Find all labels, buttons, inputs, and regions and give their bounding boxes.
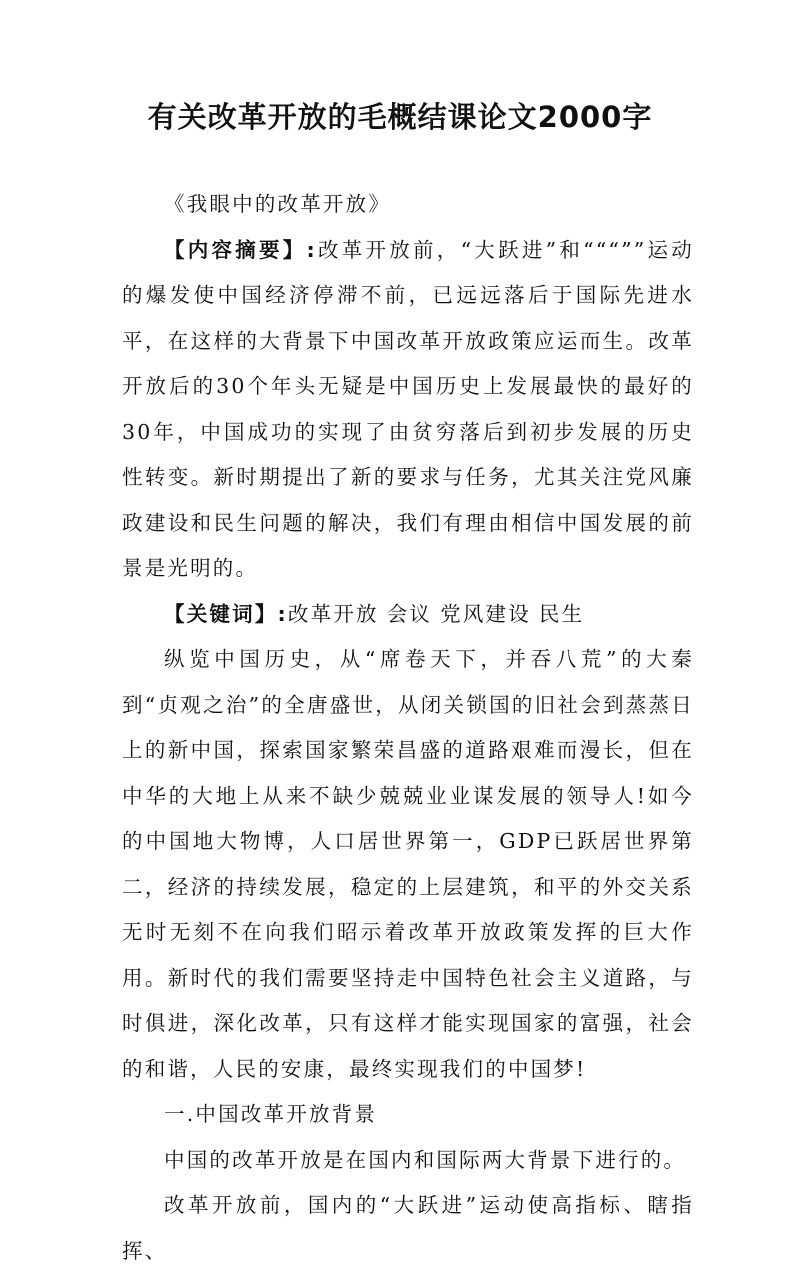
abstract-paragraph [122, 228, 694, 592]
keyword-item: 党风建设 [440, 601, 531, 626]
document-title: 有关改革开放的毛概结课论文2000字 [147, 100, 653, 134]
body-paragraph: 中国的改革开放是在国内和国际两大背景下进行的。 [164, 1147, 687, 1172]
section-heading: 一.中国改革开放背景 [164, 1102, 378, 1126]
abstract-label: 【内容摘要】: [164, 237, 317, 262]
keyword-item: 会议 [386, 601, 433, 626]
keyword-item: 民生 [538, 601, 585, 626]
intro-paragraph: 纵览中国历史，从“席卷天下，并吞八荒”的大秦到“贞观之治”的全唐盛世，从闭关锁国的旧社会到蒸蒸日上的新中国，探索国家繁荣昌盛的道路艰难而漫长，但在中华的大地上从来不缺少兢兢业业谋发展的领导人!如今的中国地大物博，人口居世界第一，GDP已跃居世界第二，经济的持续发展，稳定的上层建筑，和平的外交关系无时无刻不在向我们昭示着改革开放政策发挥的巨大作用。新时代的我们需要坚持走中国特色社会主义道路，与时俱进，深化改革，只有这样才能实现国家的富强，社会的和谐，人民的安康，最终实现我们的中国梦! [122, 647, 694, 1081]
body-paragraph: 改革开放前，国内的“大跃进”运动使高指标、瞎指挥、 [122, 1193, 694, 1263]
essay-subtitle: 《我眼中的改革开放》 [164, 192, 392, 216]
document-body [122, 182, 694, 1274]
keywords-label: 【关键词】: [164, 601, 288, 626]
keyword-item: 改革开放 [287, 601, 379, 626]
abstract-text: 改革开放前，“大跃进”和“““””运动的爆发使中国经济停滞不前，已远远落后于国际先进水平，在这样的大背景下中国改革开放政策应运而生。改革开放后的30个年头无疑是中国历史上发展最快的最好的30年，中国成功的实现了由贫穷落后到初步发展的历史性转变。新时期提出了新的要求与任务，尤其关注党风廉政建设和民生问题的解决，我们有理由相信中国发展的前景是光明的。 [122, 237, 694, 580]
keywords-paragraph [122, 592, 694, 638]
